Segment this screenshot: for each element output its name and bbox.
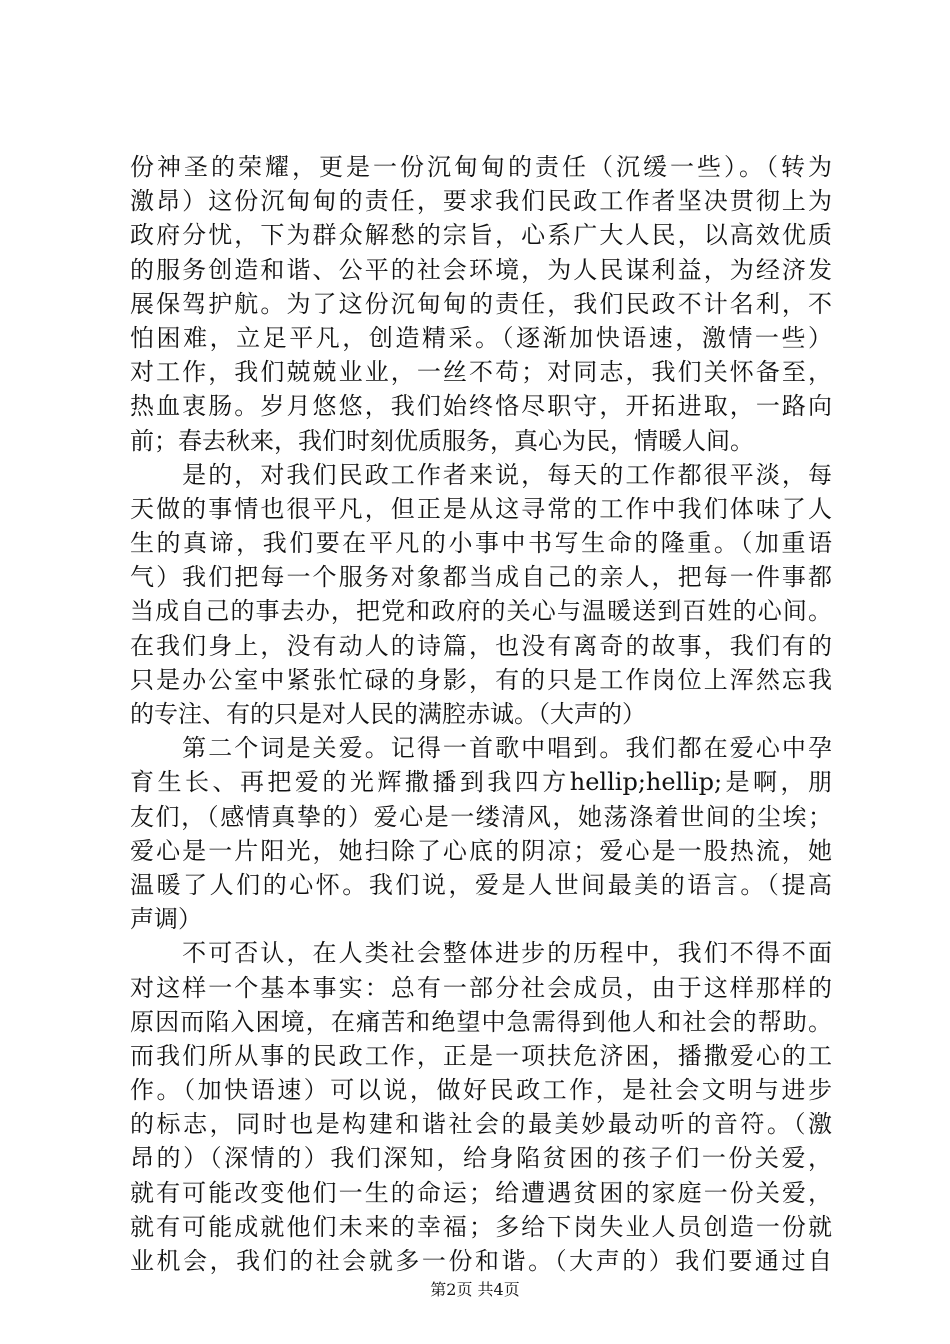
text-line: 激昂）这份沉甸甸的责任，要求我们民政工作者坚决贯彻上为	[130, 187, 832, 216]
text-line: 的专注、有的只是对人民的满腔赤诚。（大声的）	[130, 700, 646, 728]
text-line: 当成自己的事去办，把党和政府的关心与温暖送到百姓的心间。	[130, 597, 832, 626]
text-line: 份神圣的荣耀，更是一份沉甸甸的责任（沉缓一些）。（转为	[130, 153, 832, 181]
text-line: 在我们身上，没有动人的诗篇，也没有离奇的故事，我们有的	[130, 631, 832, 660]
text-line: 前；春去秋来，我们时刻优质服务，真心为民，情暖人间。	[130, 426, 754, 455]
text-line: 不可否认，在人类社会整体进步的历程中，我们不得不面	[130, 939, 832, 968]
document-body	[130, 150, 832, 1278]
text-line: 业机会，我们的社会就多一份和谐。（大声的）我们要通过自	[130, 1247, 832, 1275]
page-footer: 第2页 共4页	[430, 1280, 520, 1299]
text-line: 对这样一个基本事实：总有一部分社会成员，由于这样那样的	[130, 973, 832, 1002]
text-line: 政府分忧，下为群众解愁的宗旨，心系广大人民，以高效优质	[130, 221, 832, 250]
text-line: 怕困难，立足平凡，创造精采。（逐渐加快语速，激情一些）	[130, 323, 832, 352]
text-line: 原因而陷入困境，在痛苦和绝望中急需得到他人和社会的帮助。	[130, 1007, 832, 1036]
text-line: 作。（加快语速）可以说，做好民政工作，是社会文明与进步	[130, 1076, 832, 1105]
text-line: 的服务创造和谐、公平的社会环境，为人民谋利益，为经济发	[130, 255, 832, 284]
text-line: 生的真谛，我们要在平凡的小事中书写生命的隆重。（加重语	[130, 529, 832, 558]
text-line: 的标志，同时也是构建和谐社会的最美妙最动听的音符。（激	[130, 1110, 832, 1139]
text-line: 就有可能改变他们一生的命运；给遭遇贫困的家庭一份关爱，	[130, 1178, 832, 1207]
text-line: 对工作，我们兢兢业业，一丝不苟；对同志，我们关怀备至，	[130, 358, 832, 387]
text-line: 气）我们把每一个服务对象都当成自己的亲人，把每一件事都	[130, 563, 832, 592]
text-line: 育生长、再把爱的光辉撒播到我四方hellip;hellip;是啊，朋	[130, 768, 832, 797]
text-line: 热血衷肠。岁月悠悠，我们始终恪尽职守，开拓进取，一路向	[130, 392, 832, 421]
text-line: 温暖了人们的心怀。我们说，爱是人世间最美的语言。（提高	[130, 870, 832, 899]
text-line: 只是办公室中紧张忙碌的身影，有的只是工作岗位上浑然忘我	[130, 665, 832, 694]
text-line: 友们，（感情真挚的）爱心是一缕清风，她荡涤着世间的尘埃；	[130, 802, 832, 831]
text-line: 是的，对我们民政工作者来说，每天的工作都很平淡，每	[130, 460, 832, 489]
text-line: 就有可能成就他们未来的幸福；多给下岗失业人员创造一份就	[130, 1212, 832, 1241]
text-line: 声调）	[130, 905, 202, 934]
text-line: 第二个词是关爱。记得一首歌中唱到。我们都在爱心中孕	[130, 734, 832, 763]
text-line: 展保驾护航。为了这份沉甸甸的责任，我们民政不计名利，不	[130, 289, 832, 318]
text-line: 昂的）（深情的）我们深知，给身陷贫困的孩子们一份关爱，	[130, 1144, 832, 1173]
text-line: 而我们所从事的民政工作，正是一项扶危济困，播撒爱心的工	[130, 1041, 832, 1070]
text-line: 爱心是一片阳光，她扫除了心底的阴凉；爱心是一股热流，她	[130, 836, 832, 865]
text-line: 天做的事情也很平凡，但正是从这寻常的工作中我们体味了人	[130, 494, 832, 523]
